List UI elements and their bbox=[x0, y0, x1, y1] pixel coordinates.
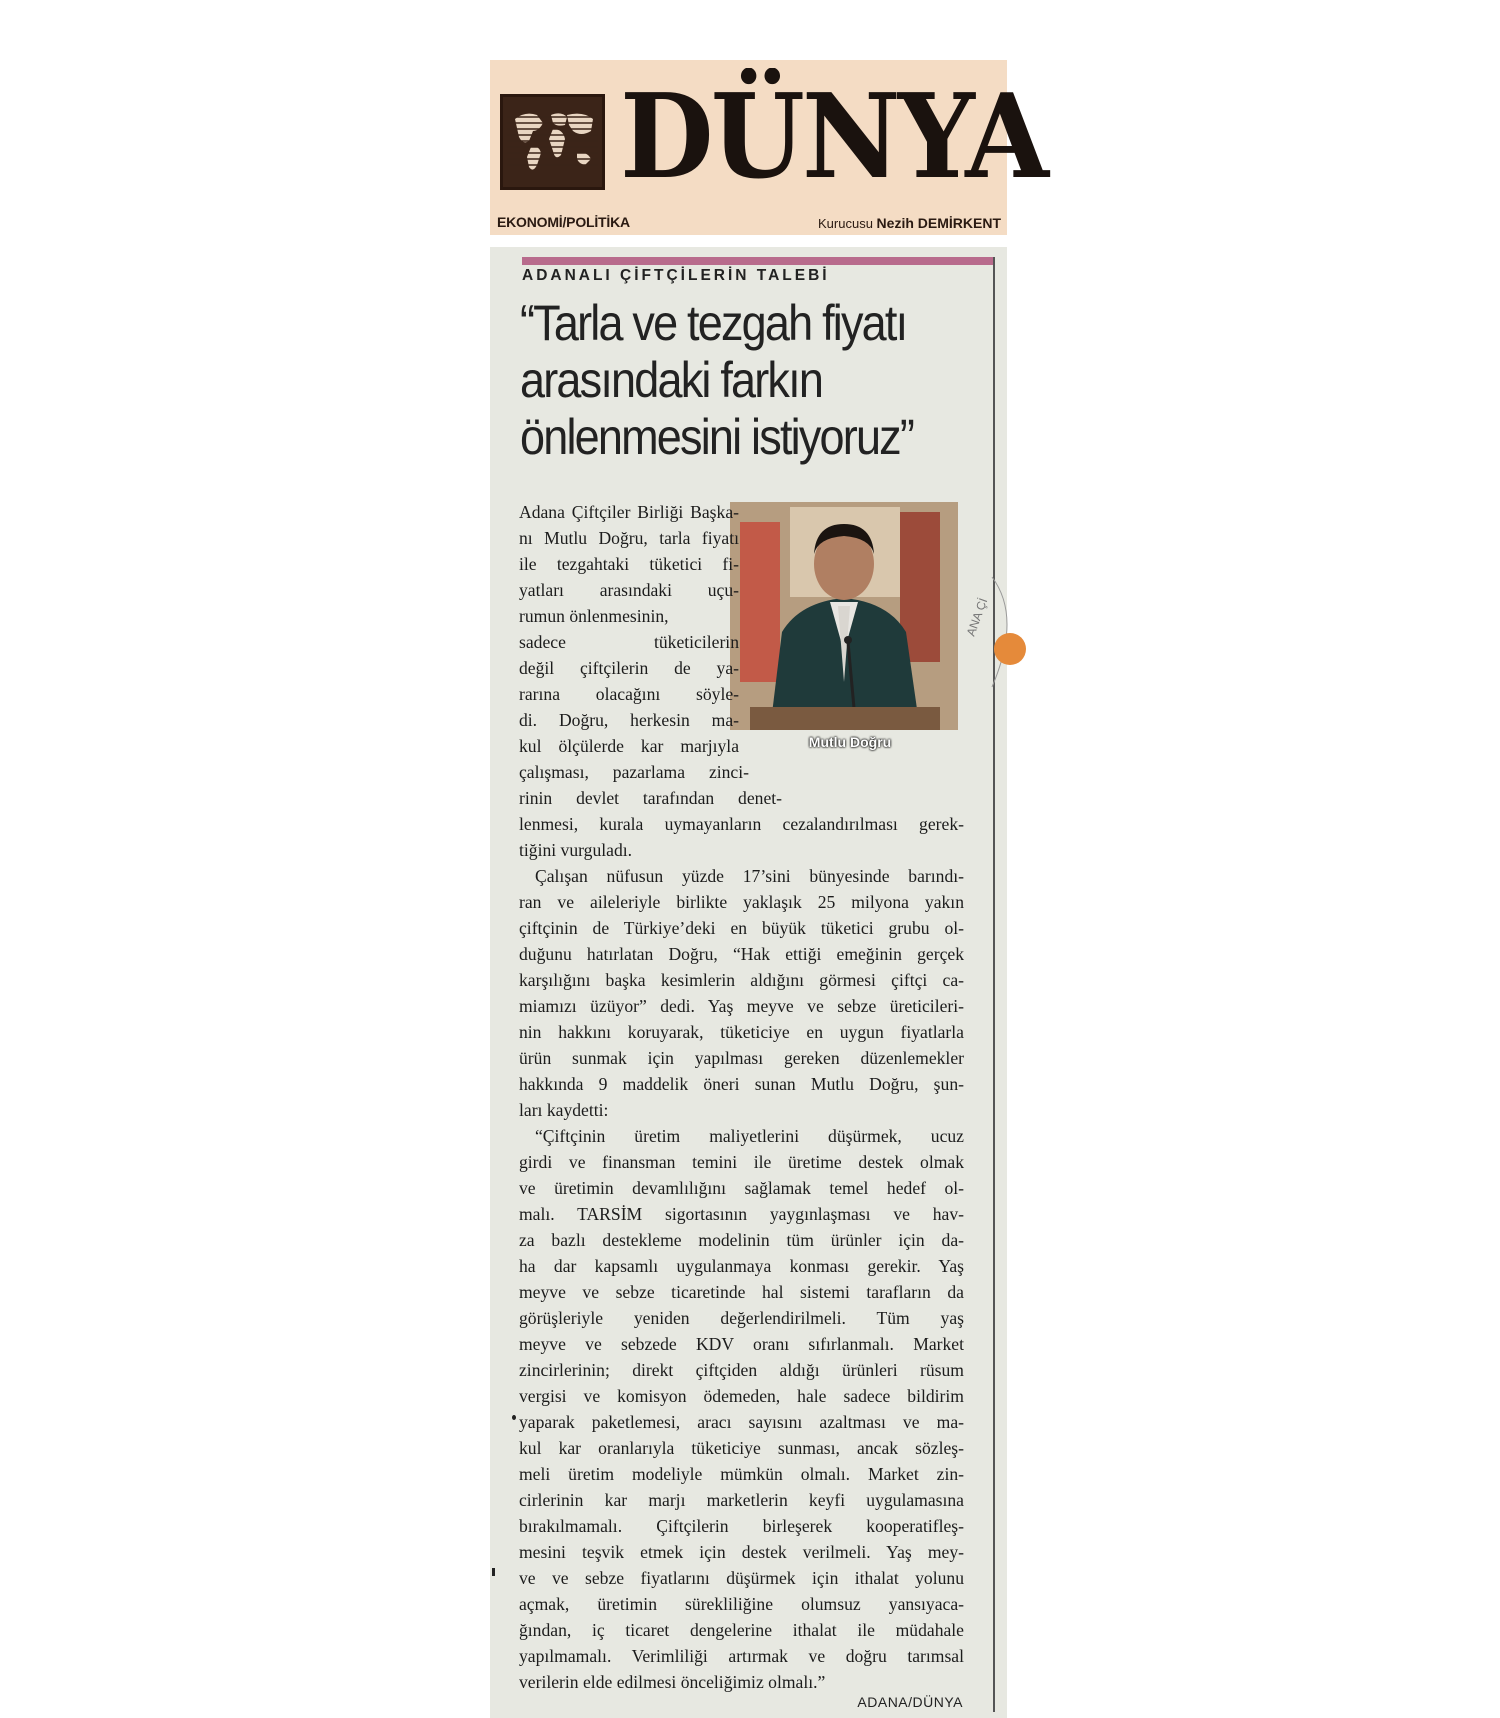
text-line: meyve ve sebzede KDV oranı sıfırlanmalı. Market bbox=[519, 1334, 964, 1354]
text-line: hakkında 9 maddelik öneri sunan Mutlu Doğru, şun- bbox=[519, 1074, 964, 1094]
article-clipping bbox=[490, 247, 1007, 1718]
newspaper-title: DÜNYA bbox=[620, 69, 1047, 205]
text-line: tiğini vurguladı. bbox=[519, 840, 633, 860]
section-label: EKONOMİ/POLİTİKA bbox=[497, 214, 630, 230]
text-line: Çalışan nüfusun yüzde 17’sini bünyesinde barındı- bbox=[535, 866, 964, 886]
text-line: kul kar oranlarıyla tüketiciye sunması, ancak sözleş- bbox=[519, 1438, 964, 1458]
article-headline bbox=[520, 295, 943, 466]
text-line: miamızı üzüyor” dedi. Yaş meyve ve sebze üreticileri- bbox=[519, 996, 964, 1016]
column-rule bbox=[993, 257, 995, 1712]
text-line: malı. TARSİM sigortasının yaygınlaşması ve hav- bbox=[519, 1204, 964, 1224]
margin-mark bbox=[492, 1568, 495, 1576]
text-line: cirlerinin kar marjı marketlerin keyfi uygulamasına bbox=[519, 1490, 964, 1510]
text-line: ha dar kapsamlı uygulanmaya konması gerekir. Yaş bbox=[519, 1256, 964, 1276]
text-line: meli üretim modeliyle mümkün olmalı. Market zin- bbox=[519, 1464, 964, 1484]
founder-prefix: Kurucusu bbox=[818, 216, 873, 231]
text-line: “Çiftçinin üretim maliyetlerini düşürmek, ucuz bbox=[535, 1126, 964, 1146]
text-line: karşılığını başka kesimlerin aldığını görmesi çiftçi ca- bbox=[519, 970, 964, 990]
background-sign-text: ANA Çİ bbox=[963, 596, 991, 639]
margin-mark bbox=[512, 1415, 516, 1420]
text-line: ve ve sebze fiyatlarını düşürmek için ithalat yolunu bbox=[519, 1568, 964, 1588]
article-kicker: ADANALI ÇİFTÇİLERİN TALEBİ bbox=[522, 267, 830, 284]
text-line: görüşleriyle yeniden değerlendirilmeli. Tüm yaş bbox=[519, 1308, 964, 1328]
text-line: zincirlerinin; direkt çiftçiden aldığı ürünleri rüsum bbox=[519, 1360, 964, 1380]
text-line: nı Mutlu Doğru, tarla fiyatı bbox=[519, 528, 739, 548]
text-line: di. Doğru, herkesin ma- bbox=[519, 710, 739, 730]
text-line: yapılmamalı. Verimliliği artırmak ve doğru tarımsal bbox=[519, 1646, 964, 1666]
text-line: Adana Çiftçiler Birliği Başka- bbox=[519, 502, 739, 522]
text-line: girdi ve finansman temini ile üretime destek olmak bbox=[519, 1152, 964, 1172]
text-line: yatları arasındaki uçu- bbox=[519, 580, 739, 600]
text-line: sadece tüketicilerin bbox=[519, 632, 739, 652]
text-line: yaparak paketlemesi, aracı sayısını azaltması ve ma- bbox=[519, 1412, 964, 1432]
text-line: açmak, üretimin sürekliliğine olumsuz yansıyaca- bbox=[519, 1594, 964, 1614]
text-line: mesini teşvik etmek için destek verilmeli. Yaş mey- bbox=[519, 1542, 964, 1562]
article-accent-bar bbox=[522, 257, 994, 265]
text-line: ve üretimin devamlılığını sağlamak temel hedef ol- bbox=[519, 1178, 964, 1198]
text-line: verilerin elde edilmesi önceliğimiz olmalı.” bbox=[519, 1672, 826, 1692]
photo-caption: Mutlu Doğru bbox=[808, 734, 892, 750]
headline-line: önlenmesini istiyoruz” bbox=[520, 409, 914, 465]
text-line: ğından, iç ticaret dengelerine ithalat ile müdahale bbox=[519, 1620, 964, 1640]
text-line: meyve ve sebze ticaretinde hal sistemi tarafların da bbox=[519, 1282, 964, 1302]
text-line: rinin devlet tarafından denet- bbox=[519, 788, 782, 808]
text-line: rarına olacağını söyle- bbox=[519, 684, 739, 704]
text-line: lenmesi, kurala uymayanların cezalandırılması gerek- bbox=[519, 814, 964, 834]
founder-line bbox=[818, 215, 1001, 231]
headline-line: “Tarla ve tezgah fiyatı bbox=[520, 295, 907, 351]
headline-line: arasındaki farkın bbox=[520, 352, 823, 408]
text-line: kul ölçülerde kar marjıyla bbox=[519, 736, 739, 756]
text-line: çiftçinin de Türkiye’deki en büyük tüketici grubu ol- bbox=[519, 918, 964, 938]
world-map-logo-icon bbox=[500, 94, 605, 190]
text-line: ürün sunmak için yapılması gereken düzenlemekler bbox=[519, 1048, 964, 1068]
article-body bbox=[519, 499, 964, 1695]
text-line: ları kaydetti: bbox=[519, 1100, 609, 1120]
text-line: ran ve aileleriyle birlikte yaklaşık 25 milyona yakın bbox=[519, 892, 964, 912]
text-line: nin hakkını koruyarak, tüketiciye en uygun fiyatlarla bbox=[519, 1022, 964, 1042]
newspaper-masthead bbox=[490, 60, 1047, 235]
text-line: değil çiftçilerin de ya- bbox=[519, 658, 739, 678]
text-line: duğunu hatırlatan Doğru, “Hak ettiği emeğinin gerçek bbox=[519, 944, 964, 964]
text-line: za bazlı destekleme modelinin tüm ürünler için da- bbox=[519, 1230, 964, 1250]
text-line: çalışması, pazarlama zinci- bbox=[519, 762, 749, 782]
text-line: ile tezgahtaki tüketici fi- bbox=[519, 554, 739, 574]
text-line: bırakılmamalı. Çiftçilerin birleşerek kooperatifleş- bbox=[519, 1516, 964, 1536]
article-signature: ADANA/DÜNYA bbox=[857, 1694, 963, 1710]
founder-name: Nezih DEMİRKENT bbox=[876, 215, 1001, 231]
text-line: rumun önlenmesinin, bbox=[519, 606, 669, 626]
text-line: vergisi ve komisyon ödemeden, hale sadece bildirim bbox=[519, 1386, 964, 1406]
